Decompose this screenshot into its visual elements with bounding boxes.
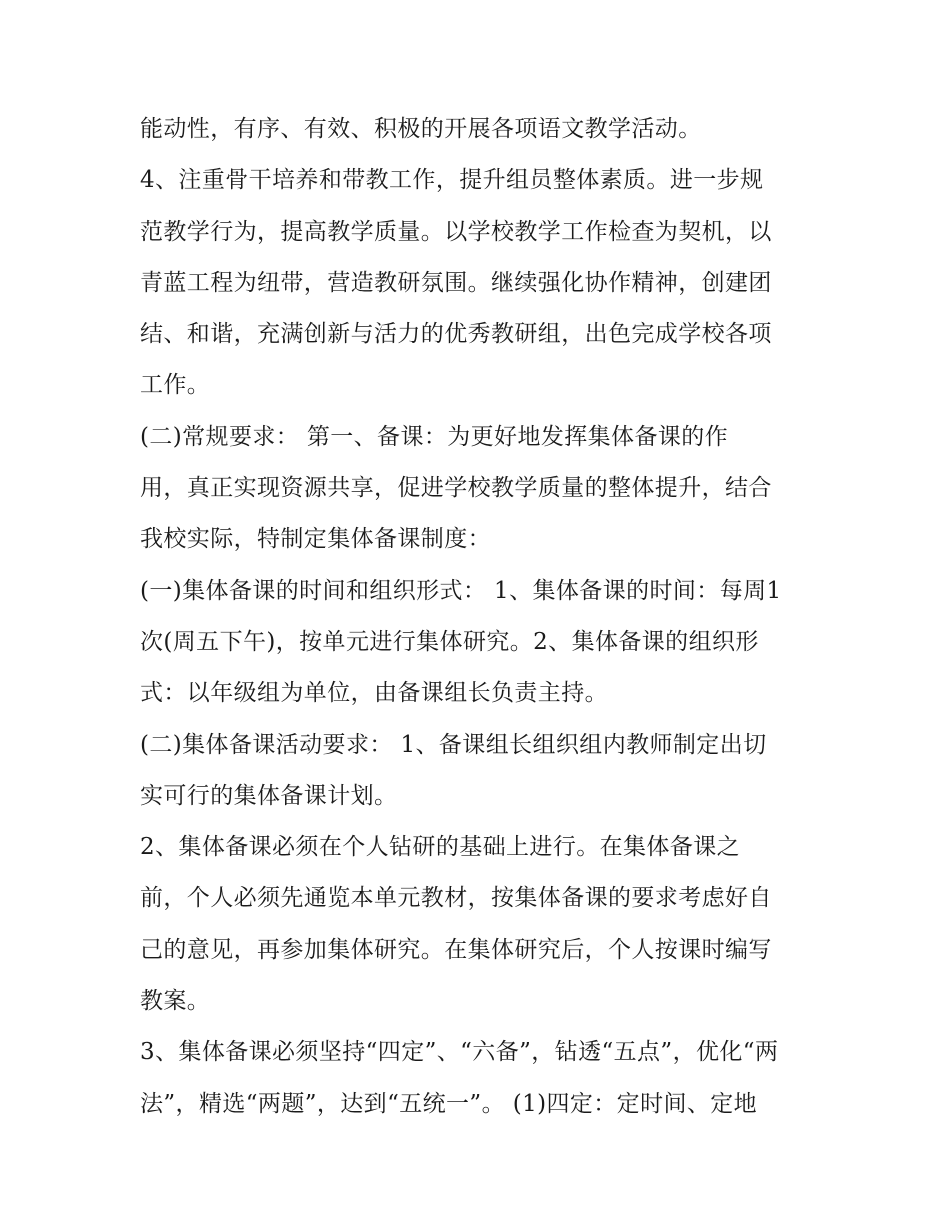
text-line: 实可行的集体备课计划。 (140, 782, 398, 809)
text-line: 式：以年级组为单位，由备课组长负责主持。 (140, 680, 608, 707)
text-line: 3、集体备课必须坚持“四定”、“六备”，钻透“五点”，优化“两 (140, 1039, 779, 1066)
text-line: (一)集体备课的时间和组织形式： 1、集体备课的时间：每周1 (140, 577, 782, 604)
text-line: 次(周五下午)，按单元进行集体研究。2、集体备课的组织形 (140, 628, 759, 655)
text-line: (二)常规要求： 第一、备课：为更好地发挥集体备课的作 (140, 423, 729, 450)
text-line: 青蓝工程为纽带，营造教研氛围。继续强化协作精神，创建团 (140, 269, 772, 296)
text-line: 法”，精选“两题”，达到“五统一”。 (1)四定：定时间、定地 (140, 1090, 758, 1117)
text-line: 2、集体备课必须在个人钻研的基础上进行。在集体备课之 (140, 834, 741, 861)
text-line: 工作。 (140, 372, 211, 399)
body-text (140, 109, 820, 1135)
text-line: 己的意见，再参加集体研究。在集体研究后，个人按课时编写 (140, 936, 772, 963)
text-line: 结、和谐，充满创新与活力的优秀教研组，出色完成学校各项 (140, 321, 772, 348)
text-line: (二)集体备课活动要求： 1、备课组长组织组内教师制定出切 (140, 731, 767, 758)
text-line: 前，个人必须先通览本单元教材，按集体备课的要求考虑好自 (140, 885, 772, 912)
text-line: 我校实际，特制定集体备课制度： (140, 526, 491, 553)
text-line: 4、注重骨干培养和带教工作，提升组员整体素质。进一步规 (140, 167, 764, 194)
text-line: 用，真正实现资源共享，促进学校教学质量的整体提升，结合 (140, 475, 772, 502)
text-line: 范教学行为，提高教学质量。以学校教学工作检查为契机，以 (140, 218, 772, 245)
text-line: 教案。 (140, 988, 211, 1015)
text-line: 能动性，有序、有效、积极的开展各项语文教学活动。 (140, 116, 702, 142)
